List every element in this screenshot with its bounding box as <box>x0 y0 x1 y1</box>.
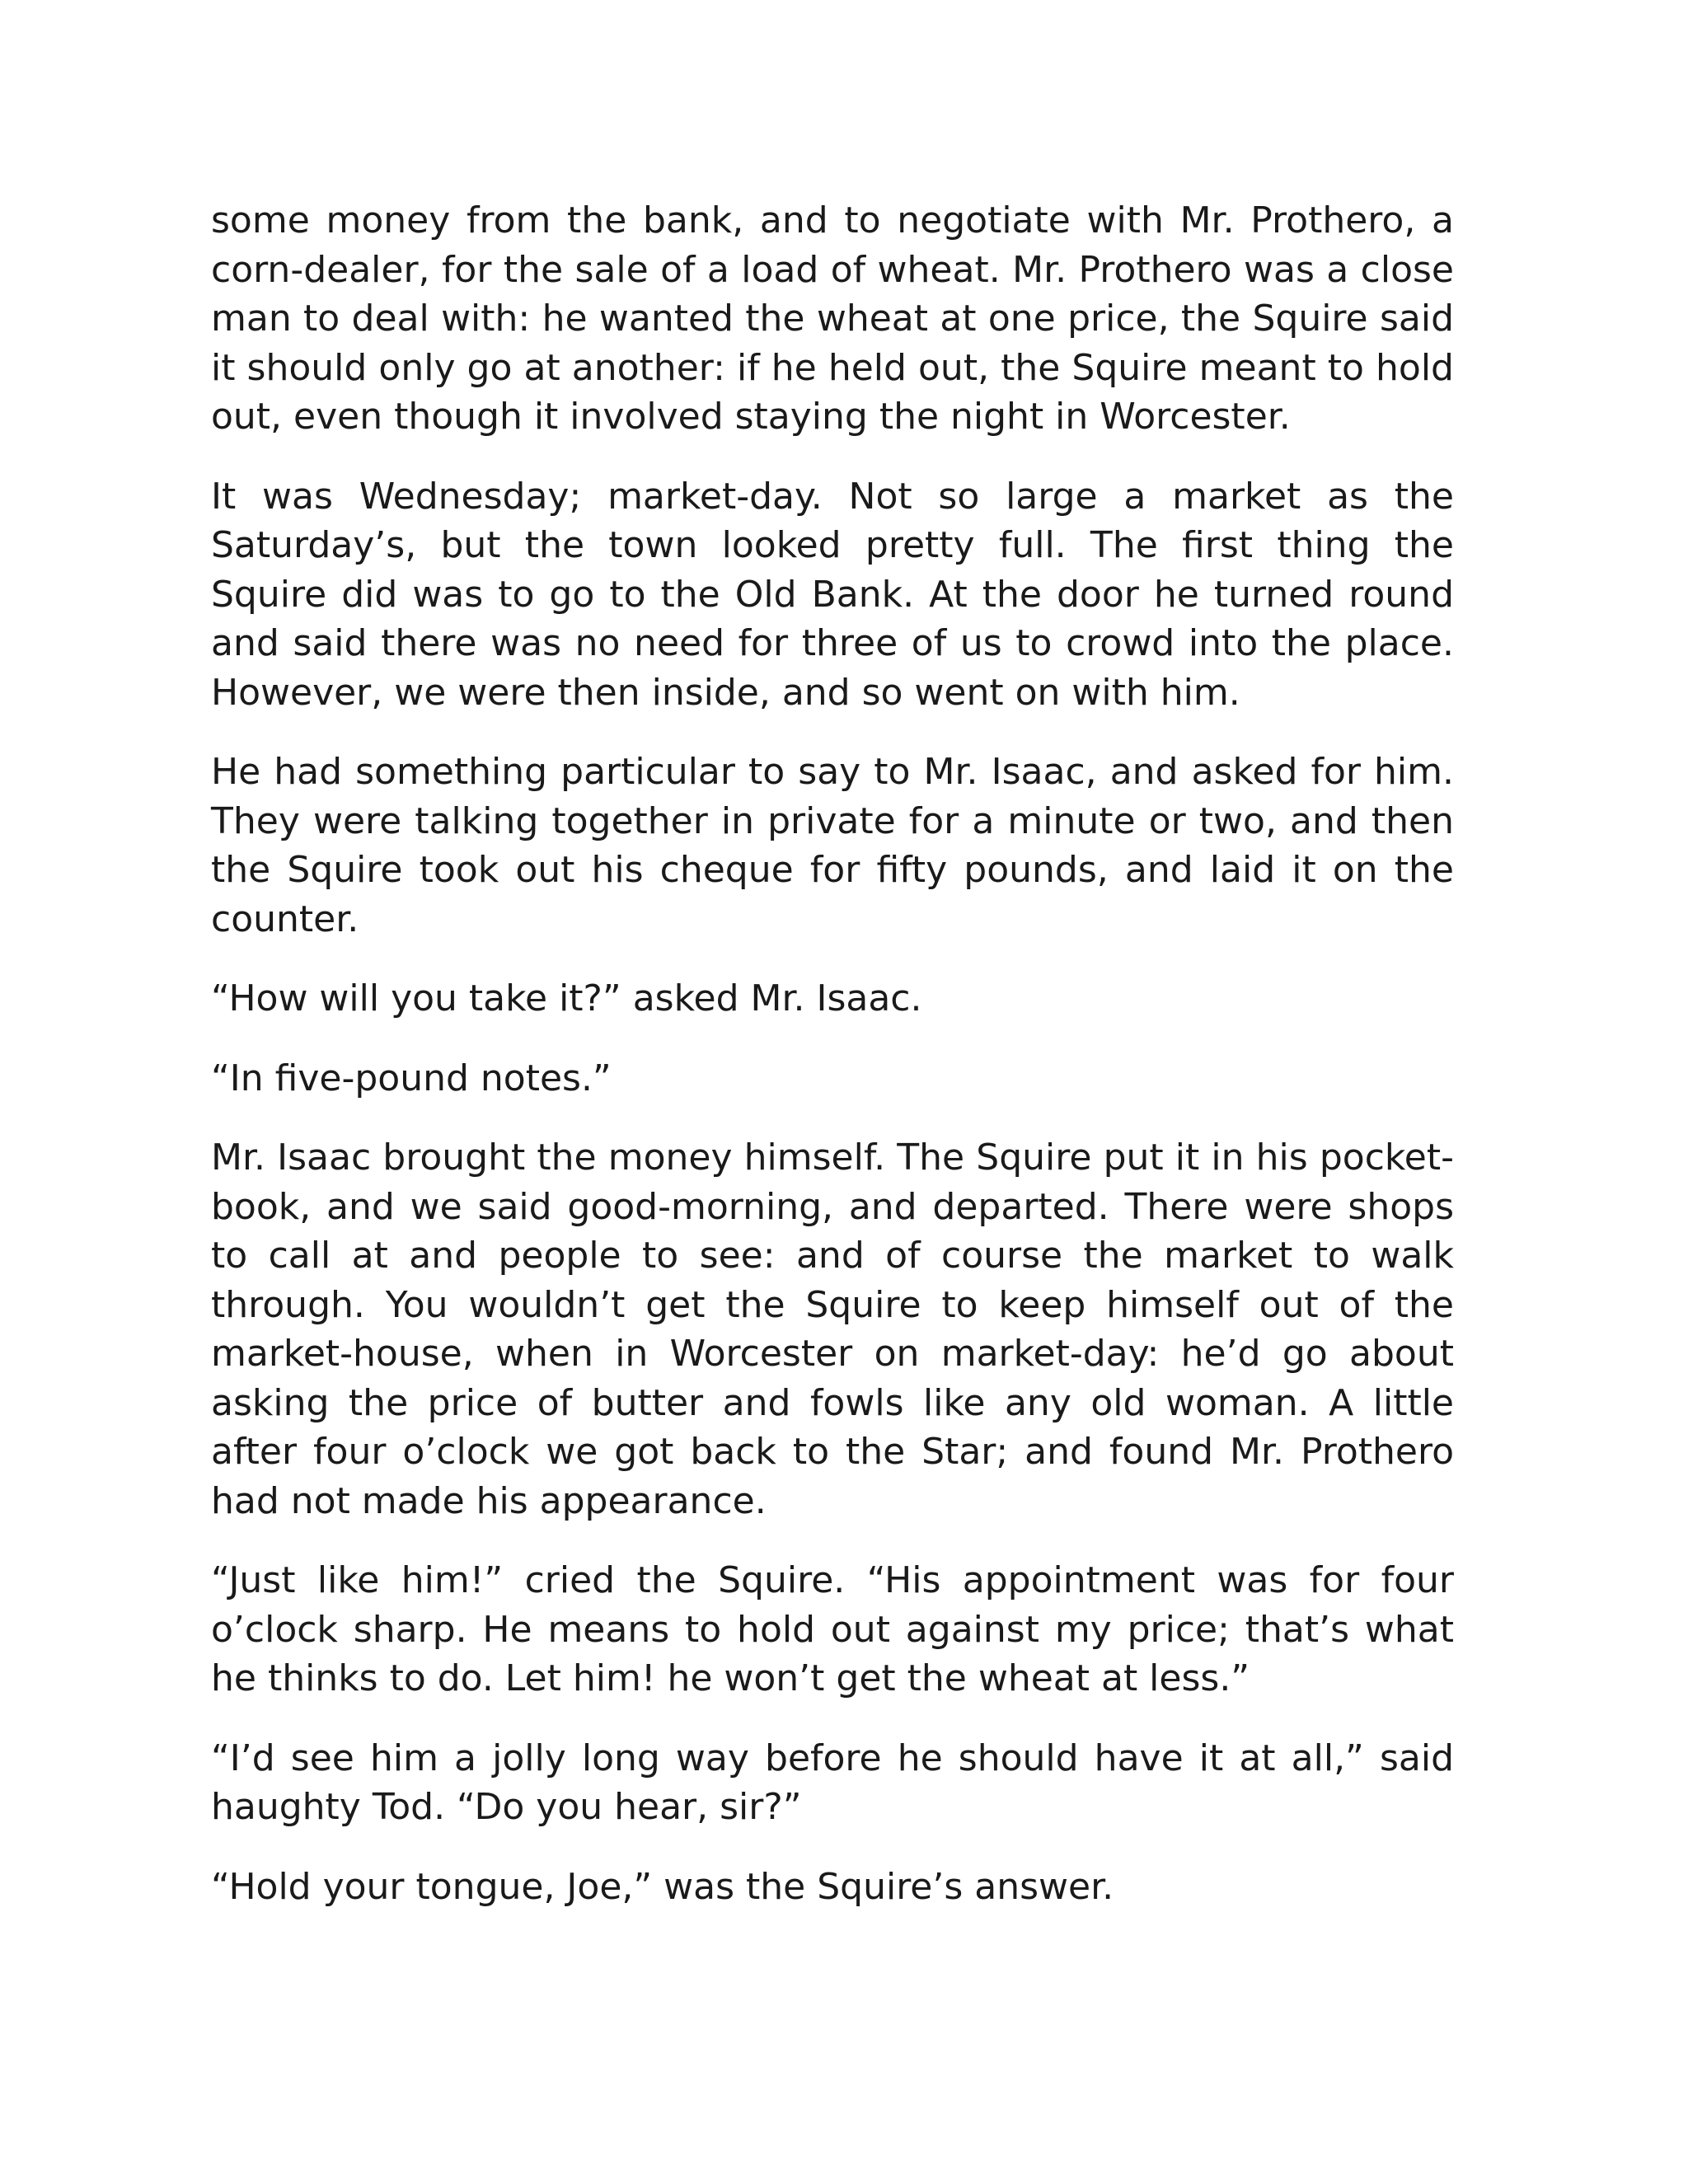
paragraph-3: He had something particular to say to Mr. Isaac, and asked for him. They were talking together in private for a minute or two, and then the Squire took out his cheque for fifty pounds, and laid it on the counter. <box>211 751 1454 940</box>
paragraph-8: “I’d see him a jolly long way before he should have it at all,” said haughty Tod. “Do you hear, sir?” <box>211 1736 1454 1828</box>
paragraph-9: “Hold your tongue, Joe,” was the Squire’s answer. <box>211 1865 1114 1908</box>
paragraph-4: “How will you take it?” asked Mr. Isaac. <box>211 977 922 1019</box>
paragraph-2: It was Wednesday; market-day. Not so large a market as the Saturday’s, but the town looked pretty full. The first thing the Squire did was to go to the Old Bank. At the door he turned round and said there was no need for three of us to crowd into the place. However, we were then inside, and so went on with him. <box>211 475 1454 714</box>
paragraph-6: Mr. Isaac brought the money himself. The Squire put it in his pocket-book, and we said good-morning, and departed. There were shops to call at and people to see: and of course the market to walk through. You wouldn’t get the Squire to keep himself out of the market-house, when in Worcester on market-day: he’d go about asking the price of butter and fowls like any old woman. A little after four o’clock we got back to the Star; and found Mr. Prothero had not made his appearance. <box>211 1137 1454 1522</box>
body-text <box>211 196 1454 1942</box>
paragraph-1: some money from the bank, and to negotiate with Mr. Prothero, a corn-dealer, for the sale of a load of wheat. Mr. Prothero was a close man to deal with: he wanted the wheat at one price, the Squire said it should only go at another: if he held out, the Squire meant to hold out, even though it involved staying the night in Worcester. <box>211 199 1454 438</box>
paragraph-5: “In five-pound notes.” <box>211 1057 612 1099</box>
paragraph-7: “Just like him!” cried the Squire. “His appointment was for four o’clock sharp. He means to hold out against my price; that’s what he thinks to do. Let him! he won’t get the wheat at less.” <box>211 1559 1454 1699</box>
